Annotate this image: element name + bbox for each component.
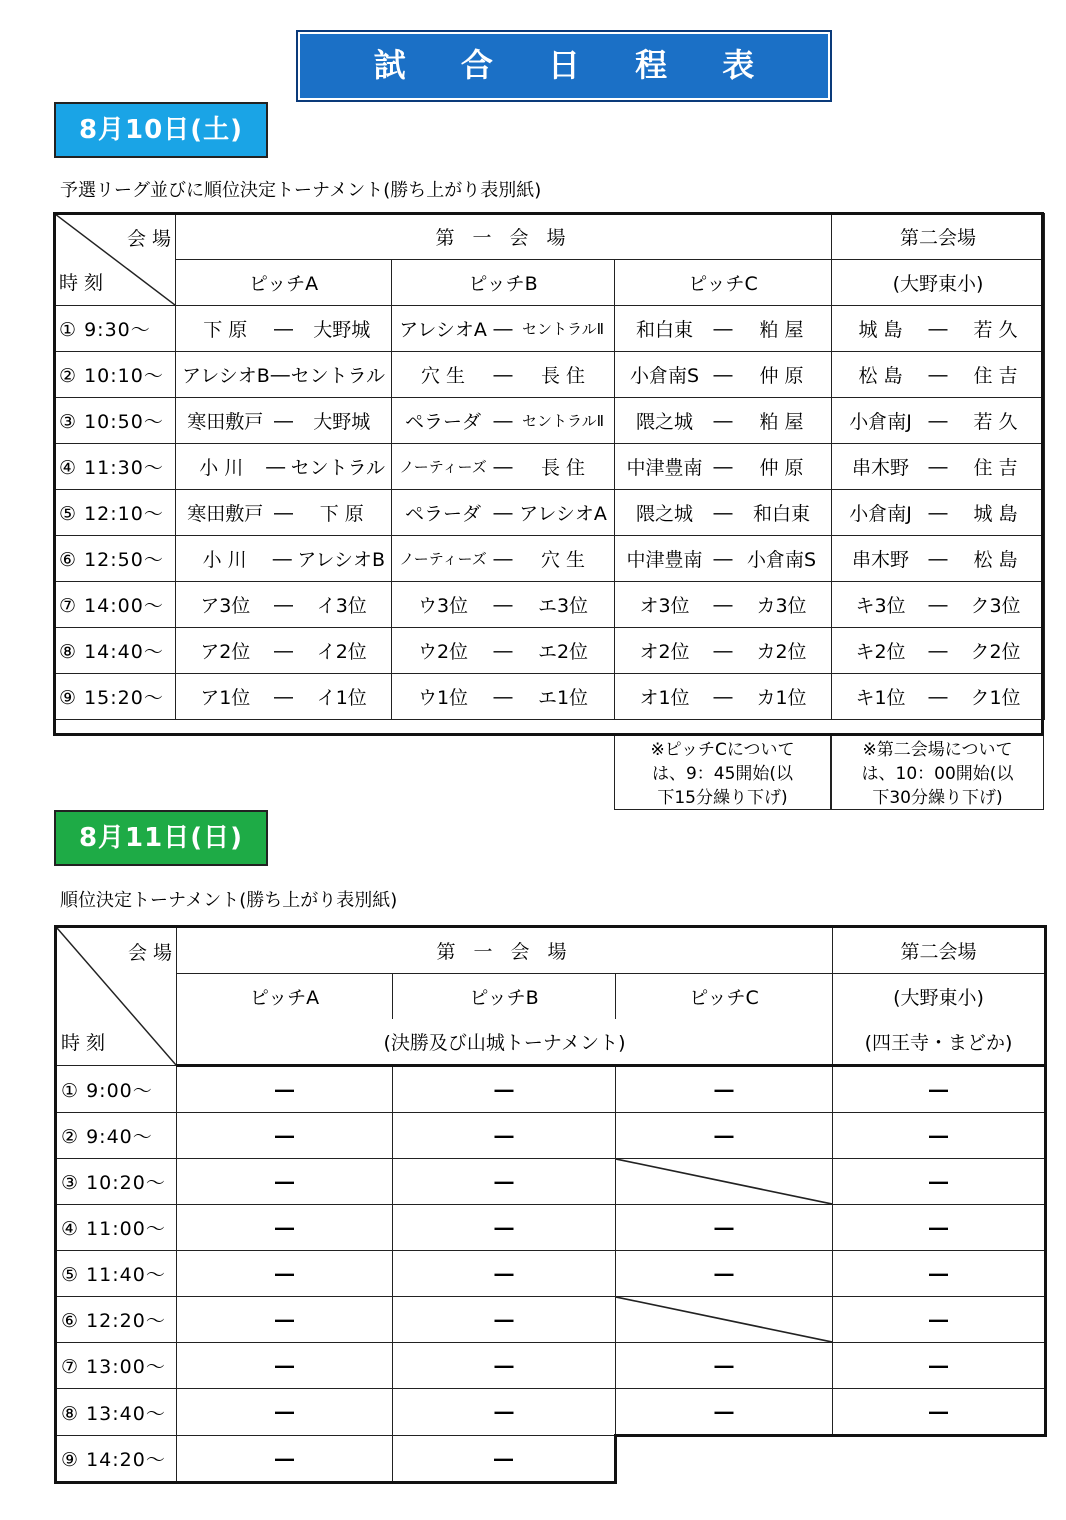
corner-header	[55, 214, 176, 306]
table-row	[55, 674, 1045, 720]
table-row	[56, 1297, 1046, 1343]
table-row	[55, 444, 1045, 490]
team-away: 大野城	[313, 319, 371, 341]
time-cell: ② 10:10～	[55, 352, 176, 398]
table-row	[56, 1066, 1046, 1113]
team-away: 城 島	[973, 503, 1018, 525]
team-home: オ1位	[639, 687, 690, 709]
team-away: 松 島	[973, 549, 1018, 571]
match-cell	[176, 352, 392, 398]
venue2-header: 第二会場	[832, 214, 1045, 260]
team-away: エ3位	[537, 595, 589, 617]
team-away: エ1位	[537, 687, 589, 709]
day1-schedule-table	[54, 213, 1045, 720]
versus-dash: ―	[274, 317, 293, 340]
team-home: ノーティーズ	[399, 458, 487, 476]
versus-dash: ―	[493, 501, 513, 524]
versus-dash: ―	[493, 639, 513, 662]
match-cell	[392, 674, 615, 720]
team-away: 粕 屋	[759, 411, 804, 433]
day1-subtitle: 予選リーグ並びに順位決定トーナメント(勝ち上がり表別紙)	[60, 180, 542, 201]
match-cell	[832, 352, 1045, 398]
team-home: キ3位	[855, 595, 906, 617]
versus-dash: ―	[493, 593, 513, 616]
versus-dash: ―	[493, 363, 513, 386]
time-cell: ⑨ 14:20～	[56, 1436, 177, 1483]
match-cell	[615, 536, 832, 582]
table-row	[56, 1343, 1046, 1389]
table-row	[55, 398, 1045, 444]
team-home: 松 島	[858, 365, 903, 387]
match-cell	[832, 444, 1045, 490]
match-cell	[176, 444, 392, 490]
team-away: 若 久	[973, 411, 1018, 433]
note-line: 下30分繰り下げ)	[872, 788, 1003, 808]
match-cell	[392, 536, 615, 582]
versus-dash: ―	[266, 455, 286, 478]
versus-dash: ―	[713, 317, 733, 340]
team-away: セントラルⅡ	[522, 412, 604, 430]
slot-cell: ―	[616, 1343, 833, 1389]
team-away: カ1位	[756, 687, 807, 709]
time-cell: ⑤ 11:40～	[56, 1251, 177, 1297]
team-home: ウ3位	[417, 595, 469, 617]
venue2-header: 第二会場	[833, 927, 1046, 974]
match-cell	[392, 306, 615, 352]
versus-dash: ―	[928, 639, 948, 662]
slot-cell: ―	[177, 1436, 393, 1483]
note-pitch-c	[614, 736, 831, 810]
match-cell	[615, 490, 832, 536]
team-home: 小倉南S	[629, 365, 700, 387]
slot-cell: ―	[833, 1205, 1046, 1251]
venue2-note: (四王寺・まどか)	[833, 1019, 1046, 1066]
match-cell	[615, 628, 832, 674]
team-home: ノーティーズ	[399, 550, 487, 568]
slot-cell: ―	[393, 1436, 616, 1483]
empty-cell	[616, 1436, 833, 1483]
table-row	[56, 1389, 1046, 1436]
pitch-b-header: ピッチB	[392, 260, 615, 306]
venue2-sub-header: (大野東小)	[832, 260, 1045, 306]
team-away: アレシオA	[519, 503, 607, 525]
slot-cell: ―	[177, 1066, 393, 1113]
versus-dash: ―	[713, 685, 733, 708]
unused-slot-cell	[616, 1159, 833, 1205]
team-home: ペラーダ	[404, 411, 481, 433]
table-row	[55, 582, 1045, 628]
team-home: 中津豊南	[626, 457, 703, 479]
venue1-header: 第 一 会 場	[177, 927, 833, 974]
team-home: ペラーダ	[404, 503, 481, 525]
time-cell: ⑧ 14:40～	[55, 628, 176, 674]
time-cell: ⑨ 15:20～	[55, 674, 176, 720]
note-line: ※第二会場について	[862, 740, 1013, 760]
slot-cell: ―	[177, 1297, 393, 1343]
versus-dash: ―	[493, 409, 513, 432]
table-row	[56, 1205, 1046, 1251]
versus-dash: ―	[274, 639, 293, 662]
team-home: 寒田敷戸	[187, 411, 264, 433]
team-away: 仲 原	[759, 457, 804, 479]
corner-header	[56, 927, 177, 1066]
match-cell	[832, 674, 1045, 720]
match-cell	[176, 628, 392, 674]
note-line: 下15分繰り下げ)	[657, 788, 788, 808]
match-cell	[615, 582, 832, 628]
team-home: 和白東	[636, 319, 694, 341]
match-cell	[615, 306, 832, 352]
versus-dash: ―	[713, 455, 733, 478]
match-cell	[392, 628, 615, 674]
team-away: イ2位	[316, 641, 367, 663]
slot-cell: ―	[833, 1297, 1046, 1343]
versus-dash: ―	[713, 593, 733, 616]
match-cell	[615, 674, 832, 720]
team-away: 粕 屋	[759, 319, 804, 341]
day2-schedule-table	[54, 925, 1047, 1484]
match-cell	[392, 490, 615, 536]
empty-cell	[833, 1436, 1046, 1483]
team-away: イ1位	[316, 687, 367, 709]
time-label: 時 刻	[59, 272, 104, 294]
pitch-c-header: ピッチC	[616, 974, 833, 1020]
time-cell: ④ 11:00～	[56, 1205, 177, 1251]
team-home: 小倉南J	[849, 411, 912, 433]
match-cell	[832, 628, 1045, 674]
team-away: セントラル	[290, 365, 385, 387]
versus-dash: ―	[928, 409, 948, 432]
team-home: ウ1位	[417, 687, 469, 709]
versus-dash: ―	[274, 501, 293, 524]
match-cell	[615, 352, 832, 398]
match-cell	[615, 444, 832, 490]
note-venue2	[831, 736, 1044, 810]
team-home: 隈之城	[636, 503, 694, 525]
match-cell	[832, 536, 1045, 582]
venue1-note: (決勝及び山城トーナメント)	[177, 1019, 833, 1066]
versus-dash: ―	[713, 639, 733, 662]
team-home: 穴 生	[420, 365, 466, 387]
team-away: 住 吉	[973, 365, 1018, 387]
versus-dash: ―	[713, 409, 733, 432]
slot-cell: ―	[833, 1159, 1046, 1205]
time-label: 時 刻	[61, 1032, 106, 1054]
table-row	[55, 306, 1045, 352]
team-home: キ1位	[855, 687, 906, 709]
time-cell: ① 9:30～	[55, 306, 176, 352]
team-away: セントラルⅡ	[522, 320, 604, 338]
team-away: イ3位	[316, 595, 367, 617]
slot-cell: ―	[833, 1113, 1046, 1159]
match-cell	[832, 490, 1045, 536]
venue1-header: 第 一 会 場	[176, 214, 832, 260]
table-row	[55, 352, 1045, 398]
team-home: オ3位	[639, 595, 690, 617]
team-home: 城 島	[858, 319, 903, 341]
versus-dash: ―	[493, 685, 513, 708]
team-away: ク2位	[970, 641, 1021, 663]
team-home: 小 川	[202, 549, 247, 571]
time-cell: ⑥ 12:20～	[56, 1297, 177, 1343]
time-cell: ④ 11:30～	[55, 444, 176, 490]
team-away: エ2位	[537, 641, 589, 663]
slot-cell: ―	[177, 1159, 393, 1205]
time-cell: ⑧ 13:40～	[56, 1389, 177, 1436]
versus-dash: ―	[928, 455, 948, 478]
team-home: 小倉南J	[849, 503, 912, 525]
match-cell	[832, 582, 1045, 628]
note-line: は、9：45開始(以	[651, 764, 794, 784]
versus-dash: ―	[713, 501, 733, 524]
pitch-b-header: ピッチB	[393, 974, 616, 1020]
team-away: 若 久	[973, 319, 1018, 341]
note-line: ※ピッチCについて	[650, 740, 795, 760]
team-home: ア3位	[200, 595, 251, 617]
versus-dash: ―	[493, 317, 513, 340]
match-cell	[176, 306, 392, 352]
slot-cell: ―	[833, 1343, 1046, 1389]
venue2-sub-header: (大野東小)	[833, 974, 1046, 1020]
date-badge-day1: 8月10日(土)	[54, 102, 268, 158]
title-box	[296, 30, 832, 102]
table-row	[56, 1113, 1046, 1159]
slot-cell: ―	[393, 1205, 616, 1251]
team-home: 串木野	[852, 457, 910, 479]
table-row	[56, 1251, 1046, 1297]
team-home: ア2位	[200, 641, 251, 663]
team-away: 小倉南S	[746, 549, 817, 571]
team-home: アレシオB	[182, 365, 270, 387]
versus-dash: ―	[928, 547, 948, 570]
versus-dash: ―	[928, 593, 948, 616]
slot-cell: ―	[393, 1343, 616, 1389]
pitch-c-header: ピッチC	[615, 260, 832, 306]
table-row	[55, 536, 1045, 582]
match-cell	[392, 352, 615, 398]
team-away: ク1位	[970, 687, 1021, 709]
team-away: 下 原	[319, 503, 364, 525]
slot-cell: ―	[177, 1389, 393, 1436]
team-away: ク3位	[970, 595, 1021, 617]
slot-cell: ―	[393, 1159, 616, 1205]
slot-cell: ―	[393, 1251, 616, 1297]
slot-cell: ―	[177, 1205, 393, 1251]
date-badge-day2: 8月11日(日)	[54, 810, 268, 866]
team-home: 下 原	[203, 319, 248, 341]
team-away: 穴 生	[540, 549, 586, 571]
team-home: ウ2位	[417, 641, 469, 663]
time-cell: ① 9:00～	[56, 1066, 177, 1113]
time-cell: ③ 10:50～	[55, 398, 176, 444]
versus-dash: ―	[713, 363, 733, 386]
time-cell: ⑦ 14:00～	[55, 582, 176, 628]
match-cell	[176, 398, 392, 444]
versus-dash: ―	[493, 547, 513, 570]
team-away: 和白東	[753, 503, 811, 525]
match-cell	[615, 398, 832, 444]
slot-cell: ―	[616, 1066, 833, 1113]
table-row	[56, 1159, 1046, 1205]
versus-dash: ―	[272, 547, 292, 570]
note-line: は、10：00開始(以	[861, 764, 1014, 784]
venue-label: 会 場	[127, 942, 172, 964]
pitch-a-header: ピッチA	[177, 974, 393, 1020]
team-home: 小 川	[199, 457, 244, 479]
match-cell	[176, 536, 392, 582]
team-home: 中津豊南	[626, 549, 703, 571]
slot-cell: ―	[616, 1389, 833, 1436]
match-cell	[392, 398, 615, 444]
pitch-a-header: ピッチA	[176, 260, 392, 306]
team-home: ア1位	[200, 687, 251, 709]
match-cell	[392, 582, 615, 628]
match-cell	[176, 674, 392, 720]
page-title: 試 合 日 程 表	[300, 34, 828, 98]
unused-slot-cell	[616, 1297, 833, 1343]
table-row	[55, 628, 1045, 674]
match-cell	[392, 444, 615, 490]
slot-cell: ―	[177, 1113, 393, 1159]
team-away: 長 住	[540, 457, 586, 479]
time-cell: ⑥ 12:50～	[55, 536, 176, 582]
versus-dash: ―	[274, 409, 293, 432]
versus-dash: ―	[274, 593, 293, 616]
team-home: 隈之城	[636, 411, 694, 433]
team-away: 大野城	[313, 411, 371, 433]
versus-dash: ―	[928, 363, 948, 386]
slot-cell: ―	[393, 1066, 616, 1113]
slot-cell: ―	[616, 1251, 833, 1297]
versus-dash: ―	[928, 317, 948, 340]
team-away: 住 吉	[973, 457, 1018, 479]
versus-dash: ―	[493, 455, 513, 478]
slot-cell: ―	[833, 1066, 1046, 1113]
team-away: セントラル	[290, 457, 385, 479]
versus-dash: ―	[928, 501, 948, 524]
team-away: 仲 原	[759, 365, 804, 387]
time-cell: ⑦ 13:00～	[56, 1343, 177, 1389]
slot-cell: ―	[616, 1113, 833, 1159]
team-away: カ3位	[756, 595, 807, 617]
team-home: 寒田敷戸	[187, 503, 264, 525]
versus-dash: ―	[270, 363, 290, 386]
versus-dash: ―	[274, 685, 293, 708]
match-cell	[176, 582, 392, 628]
slot-cell: ―	[616, 1205, 833, 1251]
time-cell: ③ 10:20～	[56, 1159, 177, 1205]
team-away: カ2位	[756, 641, 807, 663]
team-home: アレシオA	[399, 319, 487, 341]
slot-cell: ―	[393, 1297, 616, 1343]
slot-cell: ―	[177, 1251, 393, 1297]
slot-cell: ―	[393, 1389, 616, 1436]
table-row	[56, 1436, 1046, 1483]
slot-cell: ―	[833, 1389, 1046, 1436]
table-row	[55, 490, 1045, 536]
team-home: オ2位	[639, 641, 690, 663]
day2-subtitle: 順位決定トーナメント(勝ち上がり表別紙)	[60, 890, 398, 911]
team-away: アレシオB	[297, 549, 385, 571]
versus-dash: ―	[928, 685, 948, 708]
match-cell	[832, 306, 1045, 352]
time-cell: ⑤ 12:10～	[55, 490, 176, 536]
slot-cell: ―	[833, 1251, 1046, 1297]
versus-dash: ―	[713, 547, 733, 570]
team-home: 串木野	[852, 549, 910, 571]
time-cell: ② 9:40～	[56, 1113, 177, 1159]
team-away: 長 住	[540, 365, 586, 387]
team-home: キ2位	[855, 641, 906, 663]
slot-cell: ―	[177, 1343, 393, 1389]
venue-label: 会 場	[126, 228, 171, 250]
slot-cell: ―	[393, 1113, 616, 1159]
match-cell	[176, 490, 392, 536]
match-cell	[832, 398, 1045, 444]
